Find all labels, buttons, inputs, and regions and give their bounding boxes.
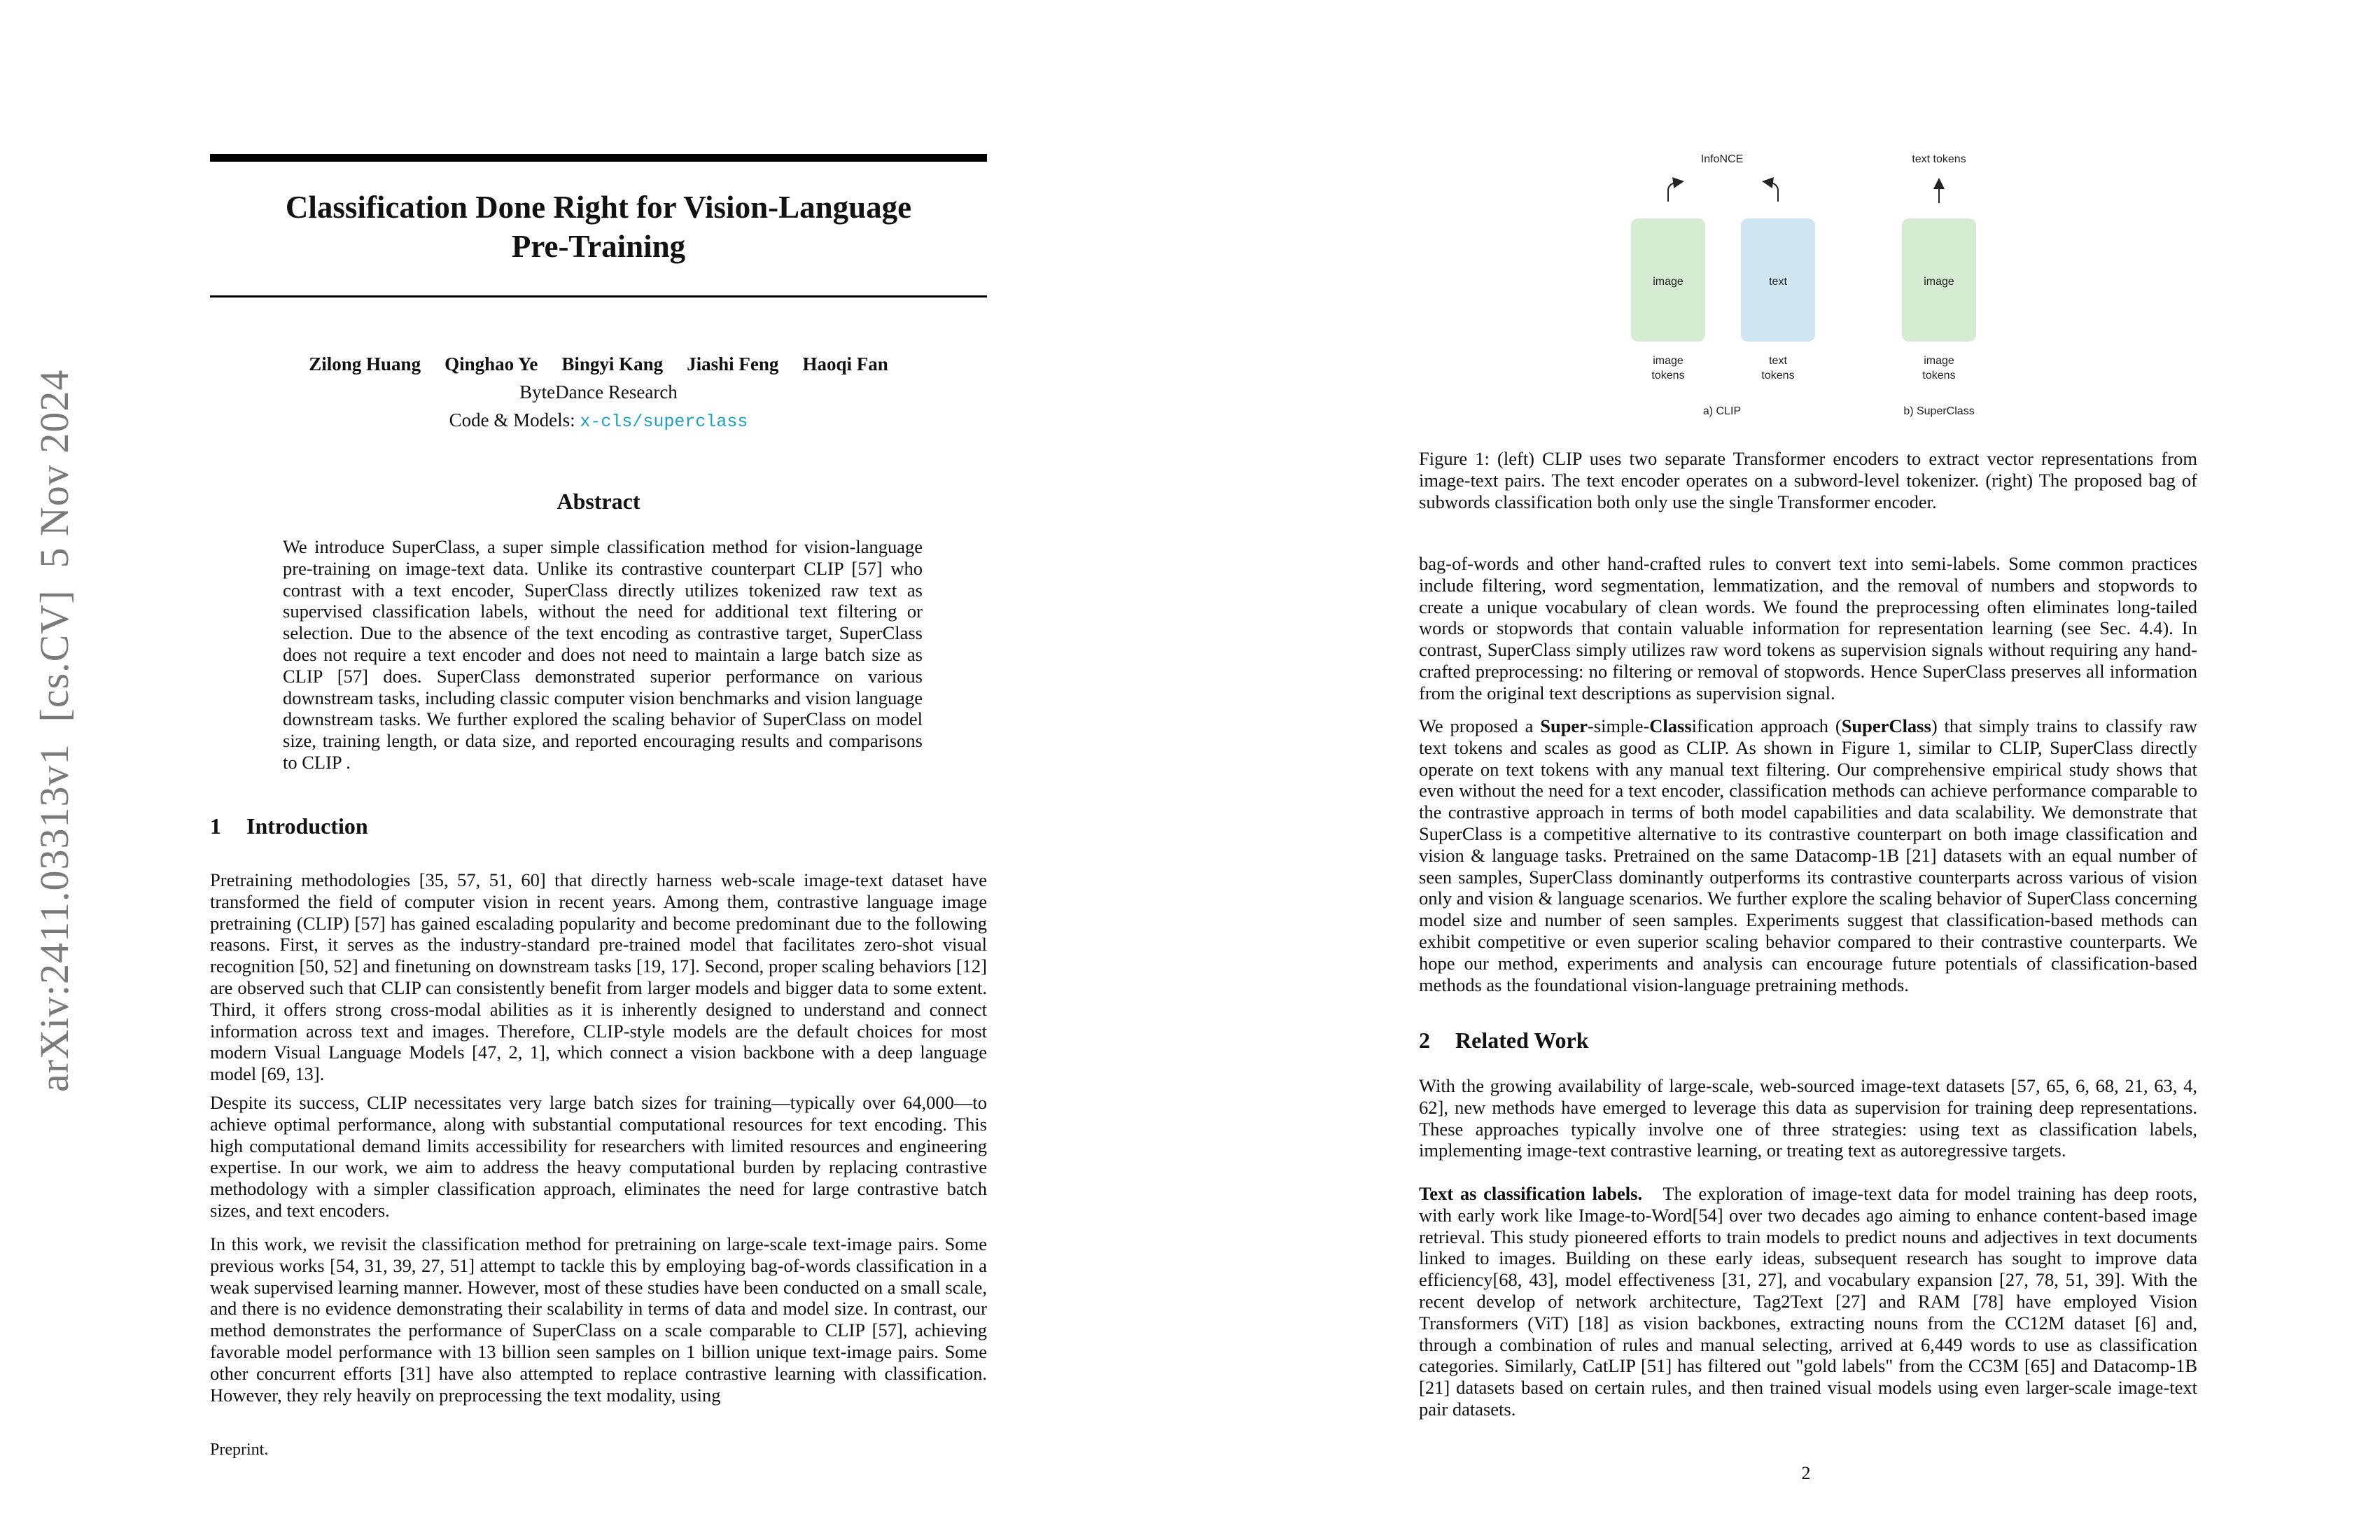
superclass-image-label: image bbox=[1924, 276, 1954, 288]
right-paragraph-2 bbox=[1419, 715, 2197, 995]
author-list bbox=[210, 351, 987, 377]
infonce-label: InfoNCE bbox=[1700, 153, 1744, 165]
superclass-image-tokens-line2: tokens bbox=[1922, 370, 1956, 382]
related-work-heading bbox=[1419, 1026, 1589, 1054]
clip-image-arrow bbox=[1668, 182, 1679, 202]
introduction-heading bbox=[210, 812, 368, 840]
author: Qinghao Ye bbox=[444, 354, 538, 374]
paragraph-body: The exploration of image-text data for model training has deep roots, with early work like Image-to-Word[54] over two decades ago aiming to enhance content-based image retrieval. This study pioneered efforts to train models to predict nouns and adjectives in text documents linked to images. Building on these early ideas, subsequent research has sought to improve data efficiency[68, 43], model effectiveness [31, 27], and vocabulary expansion [27, 78, 51, 39]. With the recent develop of network architecture, Tag2Text [27] and RAM [78] have employed Vision Transformers (ViT) [18] as vision backbones, extracting nouns from the CC12M dataset [6] and, through a combination of rules and manual selecting, arrived at 6,449 words to use as classification categories. Similarly, CatLIP [51] has filtered out "gold labels" from the CC3M [65] and Datacomp-1B [21] datasets based on certain rules, and then trained visual models using even larger-scale image-text pair datasets. bbox=[1419, 1183, 2197, 1420]
author: Bingyi Kang bbox=[561, 354, 664, 374]
p2-rest: ) that simply trains to classify raw text tokens and scales as good as CLIP. As shown in Figure 1, similar to CLIP, SuperClass directly operate on text tokens with any manual text filtering. Our comprehensive empirical study shows that even without the need for a text encoder, classification methods can achieve performance comparable to the contrastive approach in terms of both model capabilities and data scalability. We demonstrate that SuperClass is a competitive alternative to its contrastive counterpart on both image classification and vision & language tasks. Pretrained on the same Datacomp-1B [21] datasets with an equal number of seen samples, SuperClass dominantly outperforms its contrastive counterparts across various of vision only and vision & language scenarios. We further explore the scaling behavior of SuperClass concerning model size and number of seen samples. Experiments suggest that classification-based methods can exhibit competitive or even superior scaling behavior compared to their contrastive counterparts. We hope our method, experiments and analysis can encourage future potentials of classification-based methods as the foundational vision-language pretraining methods. bbox=[1419, 715, 2197, 995]
code-prefix: Code & Models: bbox=[449, 410, 580, 430]
related-paragraph-1: With the growing availability of large-scale, web-sourced image-text datasets [57, 65, 6, 68, 21, 63, 4, 62], new methods have emerged to leverage this data as supervision for training deep representations. These approaches typically involve one of three strategies: using text as classification labels, implementing image-text contrastive learning, or treating text as autoregressive targets. bbox=[1419, 1075, 2197, 1161]
section-number: 1 bbox=[210, 813, 221, 839]
related-paragraph-2 bbox=[1419, 1183, 2197, 1420]
code-link[interactable]: x-cls/superclass bbox=[580, 412, 748, 432]
text-tokens-top-label: text tokens bbox=[1912, 153, 1966, 165]
title-line-1: Classification Done Right for Vision-Language bbox=[285, 190, 912, 225]
arxiv-stamp[interactable]: arXiv:2411.03313v1 [cs.CV] 5 Nov 2024 bbox=[31, 369, 77, 1092]
clip-text-tokens-line2: tokens bbox=[1761, 370, 1795, 382]
p2-pre: We proposed a bbox=[1419, 715, 1541, 736]
figure-1-caption: Figure 1: (left) CLIP uses two separate Transformer encoders to extract vector representations from image-text pairs. The text encoder operates on a subword-level tokenizer. (right) The proposed bag of subwords classification both only use the single Transformer encoder. bbox=[1419, 448, 2197, 512]
figure-1-diagram bbox=[1603, 140, 2009, 434]
author: Jiashi Feng bbox=[687, 354, 779, 374]
clip-text-tokens-line1: text bbox=[1769, 355, 1787, 367]
author: Zilong Huang bbox=[309, 354, 421, 374]
p2-class: Class bbox=[1649, 715, 1692, 736]
clip-image-tokens-line1: image bbox=[1653, 355, 1684, 367]
p2-mid2: ification approach ( bbox=[1691, 715, 1842, 736]
clip-text-label: text bbox=[1769, 276, 1787, 288]
author: Haoqi Fan bbox=[802, 354, 888, 374]
clip-image-tokens-line2: tokens bbox=[1651, 370, 1685, 382]
section-title: Related Work bbox=[1455, 1028, 1589, 1053]
title-rule-top bbox=[210, 154, 987, 162]
abstract-body: We introduce SuperClass, a super simple classification method for vision-language pre-training on image-text data. Unlike its contrastive counterpart CLIP [57] who contrast with a text encoder, SuperClass directly utilizes tokenized raw text as supervised classification labels, without the need for additional text filtering or selection. Due to the absence of the text encoding as contrastive target, SuperClass does not require a text encoder and does not need to maintain a large batch size as CLIP [57] does. SuperClass demonstrated superior performance on various downstream tasks, including classic computer vision benchmarks and vision language downstream tasks. We further explored the scaling behavior of SuperClass on model size, training length, or data size, and reported encouraging results and comparisons to CLIP . bbox=[283, 536, 923, 773]
code-line bbox=[210, 407, 987, 435]
affiliation: ByteDance Research bbox=[519, 382, 678, 402]
abstract-heading: Abstract bbox=[556, 489, 640, 514]
clip-text-arrow bbox=[1768, 182, 1778, 202]
section-title: Introduction bbox=[246, 813, 368, 839]
title-line-2: Pre-Training bbox=[511, 229, 686, 264]
subfigure-b-label: b) SuperClass bbox=[1903, 405, 1975, 417]
subfigure-a-label: a) CLIP bbox=[1702, 405, 1742, 417]
title-rule-bottom bbox=[210, 295, 987, 298]
section-number: 2 bbox=[1419, 1028, 1430, 1053]
right-paragraph-1: bag-of-words and other hand-crafted rules to convert text into semi-labels. Some common practices include filtering, word segmentation, lemmatization, and the removal of numbers and stopwords to create a unique vocabulary of clean words. We found the preprocessing often eliminates long-tailed words or stopwords that contain valuable information for representation learning (see Sec. 4.4). In contrast, SuperClass simply utilizes raw word tokens as supervision signals without requiring any hand-crafted preprocessing: no filtering or removal of stopwords. Hence SuperClass preserves all information from the original text descriptions as supervision signal. bbox=[1419, 553, 2197, 704]
paragraph-lead: Text as classification labels. bbox=[1419, 1183, 1643, 1204]
intro-paragraph-2: Despite its success, CLIP necessitates very large batch sizes for training—typically over 64,000—to achieve optimal performance, along with substantial computational resources for text encoding. This high computational demand limits accessibility for researchers with limited resources and engineering expertise. In our work, we aim to address the heavy computational burden by replacing contrastive methodology with a simpler classification approach, eliminates the need for large contrastive batch sizes, and text encoders. bbox=[210, 1092, 987, 1221]
footer-preprint: Preprint. bbox=[210, 1441, 269, 1459]
clip-image-label: image bbox=[1653, 276, 1684, 288]
p2-super: Super bbox=[1540, 715, 1588, 736]
paper-title bbox=[210, 188, 987, 266]
intro-paragraph-1: Pretraining methodologies [35, 57, 51, 60] that directly harness web-scale image-text dataset have transformed the field of computer vision in recent years. Among them, contrastive language image pretraining (CLIP) [57] has gained escalading popularity and become predominant due to the following reasons. First, it serves as the industry-standard pre-trained model that facilitates zero-shot visual recognition [50, 52] and finetuning on downstream tasks [19, 17]. Second, proper scaling behaviors [12] are observed such that CLIP can consistently benefit from larger models and bigger data to some extent. Third, it offers strong cross-modal abilities as it is inherently designed to understand and connect information across text and images. Therefore, CLIP-style models are the default choices for most modern Visual Language Models [47, 2, 1], which connect a vision backbone with a deep language model [69, 13]. bbox=[210, 869, 987, 1085]
page-number: 2 bbox=[1801, 1463, 1811, 1483]
superclass-image-tokens-line1: image bbox=[1924, 355, 1954, 367]
intro-paragraph-3: In this work, we revisit the classification method for pretraining on large-scale text-image pairs. Some previous works [54, 31, 39, 27, 51] attempt to tackle this by employing bag-of-words classification in a weak supervised learning manner. However, most of these studies have been conducted on a small scale, and there is no evidence demonstrating their scalability in terms of data and model size. In contrast, our method demonstrates the performance of SuperClass on a scale comparable to CLIP [57], achieving favorable model performance with 13 billion seen samples on 1 billion unique text-image pairs. Some other concurrent efforts [31] have also attempted to replace contrastive learning with classification. However, they rely heavily on preprocessing the text modality, using bbox=[210, 1233, 987, 1406]
p2-name: SuperClass bbox=[1841, 715, 1931, 736]
p2-mid1: -simple- bbox=[1587, 715, 1650, 736]
